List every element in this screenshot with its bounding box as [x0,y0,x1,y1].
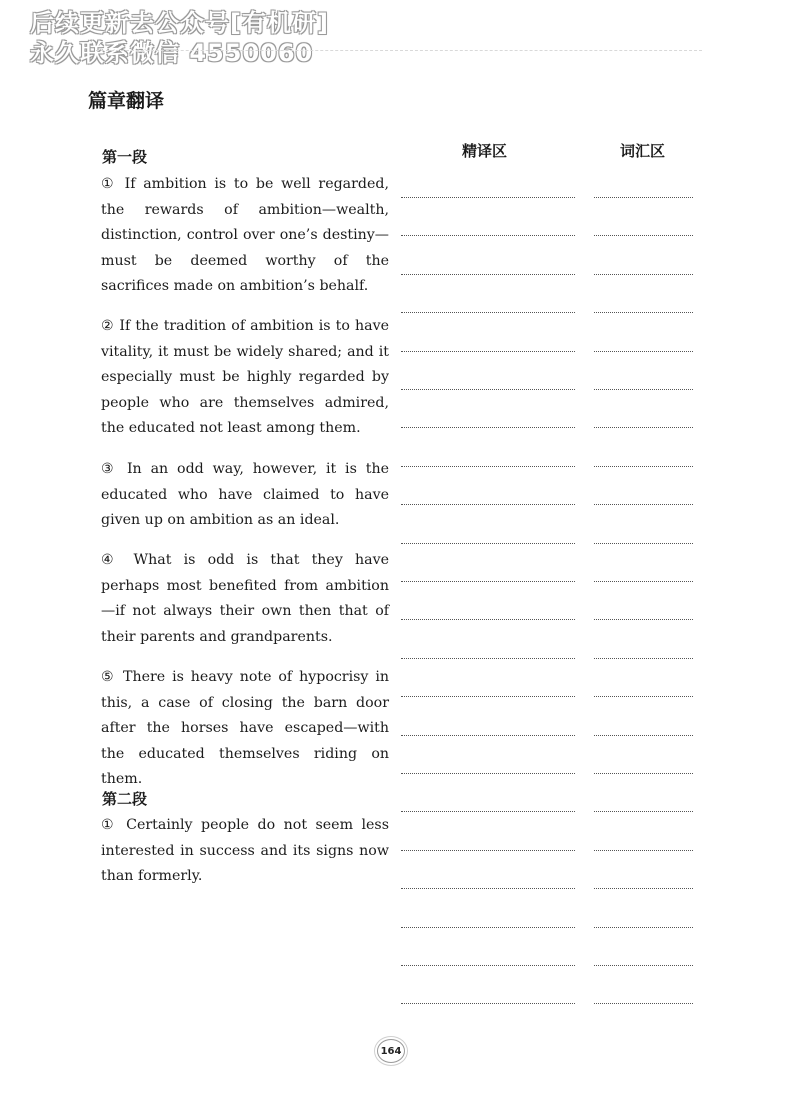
section-title: 篇章翻译 [88,90,165,112]
translation-line [401,197,575,198]
paragraph-1-sentence-4: ④ What is odd is that they have perhaps most benefited from ambition—if not always their own then that of their parents and grandparents. [101,552,389,645]
translation-line [401,811,575,812]
vocabulary-line [594,735,693,736]
translation-line [401,658,575,659]
watermark [30,8,329,68]
translation-line [401,927,575,928]
paragraph-1-sentence-2: ② If the tradition of ambition is to have vitality, it must be widely shared; and it especially must be highly regarded by people who are themselves admired, the educated not least among them. [101,318,389,436]
translation-line [401,773,575,774]
translation-column-header: 精译区 [462,142,508,160]
vocabulary-line [594,274,693,275]
paragraph-1-sentence-3: ③ In an odd way, however, it is the educated who have claimed to have given up on ambition as an ideal. [101,461,389,528]
vocabulary-line [594,619,693,620]
translation-line [401,965,575,966]
vocabulary-column-header: 词汇区 [620,142,666,160]
watermark-line-2: 永久联系微信 4550060 [30,39,314,67]
vocabulary-line [594,351,693,352]
vocabulary-line [594,965,693,966]
vocabulary-line [594,389,693,390]
watermark-line-1: 后续更新去公众号[有机研] [30,9,329,37]
vocabulary-line [594,543,693,544]
translation-line [401,888,575,889]
header-rule [96,50,702,51]
translation-line [401,696,575,697]
translation-line [401,1003,575,1004]
translation-line [401,543,575,544]
translation-line [401,504,575,505]
paragraph-1-heading: 第一段 [102,148,148,166]
vocabulary-line [594,888,693,889]
translation-line [401,619,575,620]
vocabulary-line [594,773,693,774]
translation-line [401,427,575,428]
vocabulary-line [594,581,693,582]
translation-line [401,235,575,236]
translation-line [401,735,575,736]
vocabulary-line [594,1003,693,1004]
translation-line [401,274,575,275]
vocabulary-line [594,235,693,236]
translation-line [401,389,575,390]
page-number: 164 [377,1039,405,1063]
paragraph-2-heading: 第二段 [102,790,148,808]
vocabulary-line [594,658,693,659]
translation-line [401,312,575,313]
paragraph-1-sentence-1: ① If ambition is to be well regarded, the rewards of ambition—wealth, distinction, control over one’s destiny—must be deemed worthy of the sacrifices made on ambition’s behalf. [101,176,389,294]
vocabulary-line [594,466,693,467]
paragraph-2-sentence-1: ① Certainly people do not seem less interested in success and its signs now than formerly. [101,817,389,884]
vocabulary-line [594,427,693,428]
paragraph-1-sentence-5: ⑤ There is heavy note of hypocrisy in this, a case of closing the barn door after the horses have escaped—with the educated themselves riding on them. [101,669,389,787]
vocabulary-line [594,811,693,812]
translation-line [401,466,575,467]
vocabulary-line [594,504,693,505]
vocabulary-line [594,197,693,198]
translation-line [401,850,575,851]
vocabulary-line [594,927,693,928]
vocabulary-line [594,696,693,697]
translation-line [401,581,575,582]
vocabulary-line [594,312,693,313]
vocabulary-line [594,850,693,851]
translation-line [401,351,575,352]
